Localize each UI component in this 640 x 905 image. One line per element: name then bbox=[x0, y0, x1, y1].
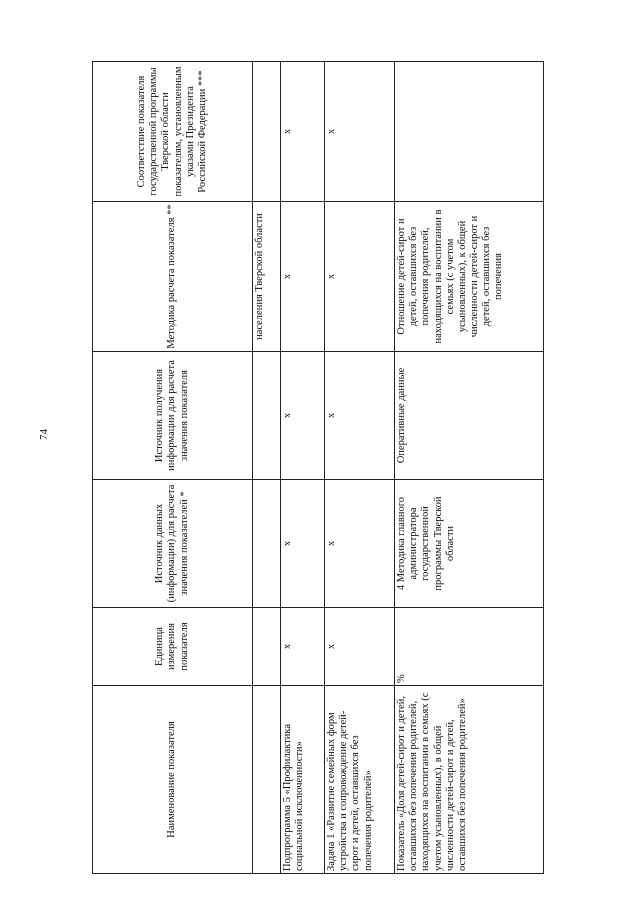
table-row bbox=[395, 62, 544, 874]
header-data-source: Источник данных (информации) для расчета значения показателей * bbox=[93, 480, 253, 608]
rotated-table-container bbox=[92, 62, 544, 874]
cell-unit: % bbox=[395, 608, 544, 686]
cell-origin: x bbox=[281, 352, 325, 480]
method-continuation: населения Тверской области bbox=[253, 202, 281, 352]
cell-source: x bbox=[325, 480, 395, 608]
cell-unit: x bbox=[281, 608, 325, 686]
cell-source: x bbox=[281, 480, 325, 608]
cell-unit: x bbox=[325, 608, 395, 686]
cell-name: Задача 1 «Развитие семейных форм устройства и сопровождение детей-сирот и детей, оставшихся без попечения родителей» bbox=[325, 686, 395, 874]
header-row bbox=[93, 62, 253, 874]
cell-origin: x bbox=[325, 352, 395, 480]
header-unit: Единица измерения показателя bbox=[93, 608, 253, 686]
page-number: 74 bbox=[38, 429, 50, 440]
table-row bbox=[281, 62, 325, 874]
header-method: Методика расчета показателя ** bbox=[93, 202, 253, 352]
cell-name: Показатель «Доля детей-сирот и детей, оставшихся без попечения родителей, находящихся на воспитании в семьях (с учетом усыновленных), в общей численности детей-сирот и детей, оставшихся без попечения родителей» bbox=[395, 686, 544, 874]
table-row bbox=[253, 62, 281, 874]
cell-match: x bbox=[325, 62, 395, 202]
cell-match: x bbox=[281, 62, 325, 202]
header-president-match: Соответствие показателя государственной программы Тверской области показателям, установленным указами Президента Российской Федерации *** bbox=[93, 62, 253, 202]
cell-name: Подпрограмма 5 «Профилактика социальной исключенности» bbox=[281, 686, 325, 874]
cell-match bbox=[395, 62, 544, 202]
table-row bbox=[325, 62, 395, 874]
header-info-origin: Источник получения информации для расчета значения показателя bbox=[93, 352, 253, 480]
header-indicator-name: Наименование показателя bbox=[93, 686, 253, 874]
indicators-table bbox=[92, 61, 544, 874]
cell-method: x bbox=[325, 202, 395, 352]
cell-origin: Оперативные данные bbox=[395, 352, 544, 480]
cell-method: x bbox=[281, 202, 325, 352]
cell-method: Отношение детей-сирот и детей, оставшихся без попечения родителей, находящихся на воспитании в семьях (с учетом усыновленных), к общей численности детей-сирот и детей, оставшихся без попечения bbox=[395, 202, 544, 352]
cell-source: 4 Методика главного администратора государственной программы Тверской области bbox=[395, 480, 544, 608]
